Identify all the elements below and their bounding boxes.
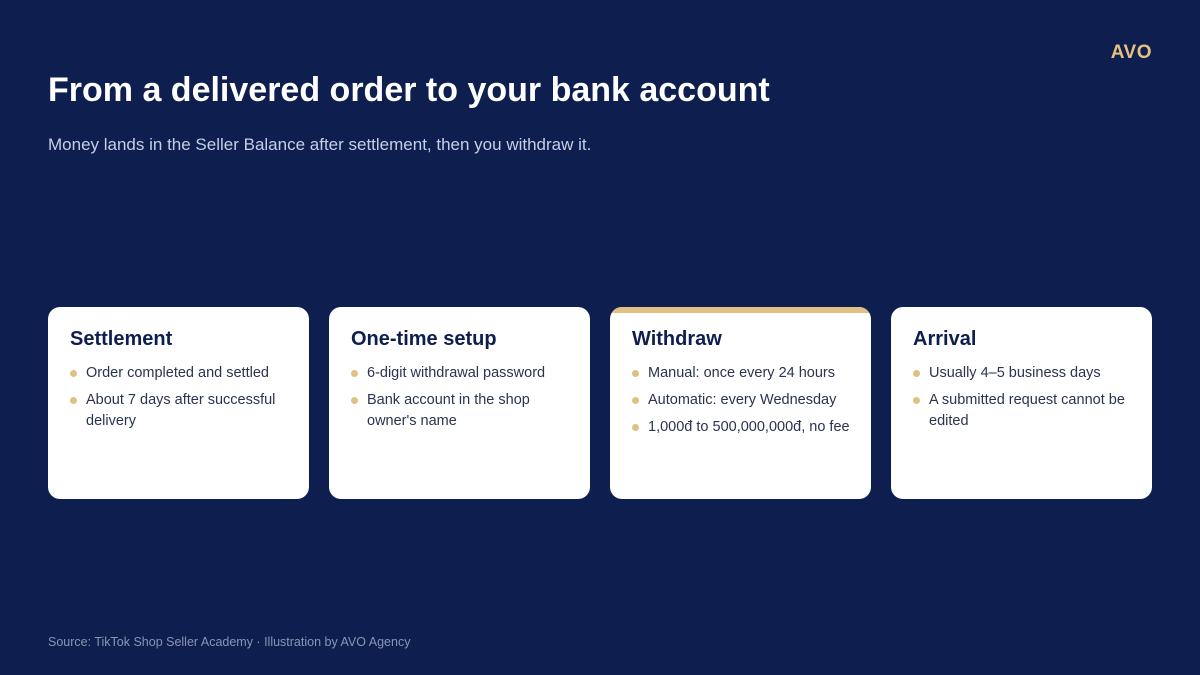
bullet-dot-icon [70,397,77,404]
list-item [632,417,851,438]
item-text: Manual: once every 24 hours [648,365,835,381]
list-item [70,363,289,384]
bullet-dot-icon [632,424,639,431]
item-text: Usually 4–5 business days [929,365,1101,381]
item-text: Bank account in the shop owner's name [367,392,530,429]
item-text: 1,000đ to 500,000,000đ, no fee [648,419,850,435]
card-items [632,363,851,438]
bullet-dot-icon [913,370,920,377]
item-text: Automatic: every Wednesday [648,392,837,408]
page-title: From a delivered order to your bank account [48,71,770,109]
card-one-time-setup [329,307,590,499]
bullet-dot-icon [632,397,639,404]
page-subtitle: Money lands in the Seller Balance after settlement, then you withdraw it. [48,135,592,154]
card-withdraw [610,307,871,499]
card-title: One-time setup [351,328,497,350]
list-item [351,390,570,432]
card-items [351,363,570,432]
bullet-dot-icon [632,370,639,377]
list-item [913,390,1132,432]
card-title: Withdraw [632,328,722,350]
card-arrival [891,307,1152,499]
card-title: Arrival [913,328,977,350]
card-title: Settlement [70,328,173,350]
brand-logo: AVO [1110,42,1152,63]
bullet-dot-icon [70,370,77,377]
step-cards [48,307,1152,499]
item-text: 6-digit withdrawal password [367,365,546,381]
list-item [70,390,289,432]
list-item [632,363,851,384]
bullet-dot-icon [913,397,920,404]
card-items [913,363,1132,432]
list-item [913,363,1132,384]
card-items [70,363,289,432]
source-footnote: Source: TikTok Shop Seller Academy · Illustration by AVO Agency [48,635,411,649]
item-text: About 7 days after successful delivery [86,392,276,429]
card-settlement [48,307,309,499]
bullet-dot-icon [351,370,358,377]
list-item [351,363,570,384]
bullet-dot-icon [351,397,358,404]
item-text: A submitted request cannot be edited [929,392,1125,429]
item-text: Order completed and settled [86,365,269,381]
list-item [632,390,851,411]
